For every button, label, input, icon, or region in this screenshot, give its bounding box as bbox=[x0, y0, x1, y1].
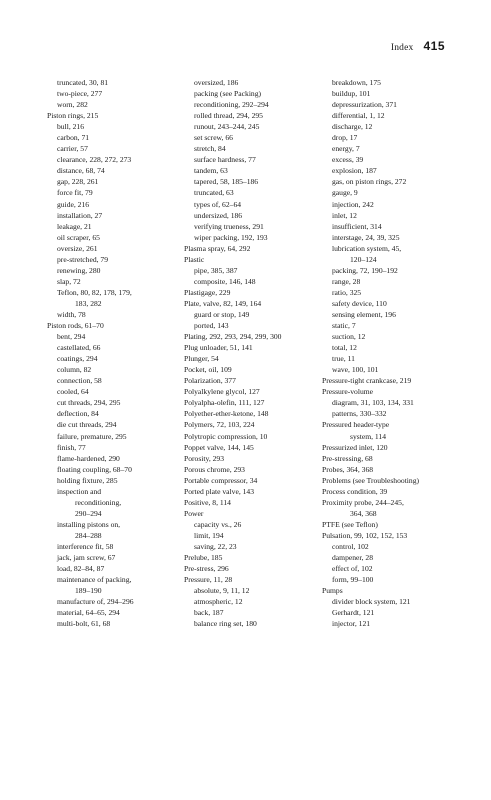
index-subentry: 183, 282 bbox=[75, 298, 102, 308]
index-subentry: die cut threads, 294 bbox=[57, 420, 117, 430]
index-subentry: energy, 7 bbox=[332, 144, 360, 154]
index-subentry: set screw, 66 bbox=[194, 133, 233, 143]
index-entry: Piston rings, 215 bbox=[47, 111, 99, 121]
index-entry: Proximity probe, 244–245, bbox=[322, 497, 404, 507]
index-subentry: multi-bolt, 61, 68 bbox=[57, 619, 111, 629]
index-subentry: injection, 242 bbox=[332, 199, 374, 209]
index-entry: Polyether-ether-ketone, 148 bbox=[184, 409, 269, 419]
index-entry: PTFE (see Teflon) bbox=[322, 519, 378, 529]
index-entry: Plunger, 54 bbox=[184, 354, 219, 364]
index-subentry: range, 28 bbox=[332, 276, 361, 286]
index-column-2 bbox=[184, 77, 324, 629]
index-entry: Polyalpha-olefin, 111, 127 bbox=[184, 398, 265, 408]
index-column-1 bbox=[47, 77, 187, 629]
index-subentry: distance, 68, 74 bbox=[57, 166, 105, 176]
index-subentry: total, 12 bbox=[332, 343, 357, 353]
index-subentry: truncated, 30, 81 bbox=[57, 78, 109, 87]
index-subentry: ratio, 325 bbox=[332, 287, 362, 297]
index-entry: Plating, 292, 293, 294, 299, 300 bbox=[184, 332, 282, 342]
index-entry: Prelube, 185 bbox=[184, 553, 223, 563]
index-subentry: buildup, 101 bbox=[332, 89, 371, 99]
index-subentry: composite, 146, 148 bbox=[194, 276, 256, 286]
index-subentry: runout, 243–244, 245 bbox=[194, 122, 260, 132]
index-subentry: safety device, 110 bbox=[332, 298, 387, 308]
index-subentry: cut threads, 294, 295 bbox=[57, 398, 121, 408]
index-subentry: packing (see Packing) bbox=[194, 89, 262, 99]
index-entry: Pocket, oil, 109 bbox=[184, 365, 232, 375]
index-subentry: drop, 17 bbox=[332, 133, 358, 143]
index-subentry: maintenance of packing, bbox=[57, 575, 132, 585]
index-subentry: gas, on piston rings, 272 bbox=[332, 177, 407, 187]
index-subentry: gauge, 9 bbox=[332, 188, 358, 198]
index-subentry: flame-hardened, 290 bbox=[57, 453, 120, 463]
index-subentry: insufficient, 314 bbox=[332, 221, 382, 231]
index-subentry: renewing, 280 bbox=[57, 265, 101, 275]
index-subentry: explosion, 187 bbox=[332, 166, 377, 176]
index-subentry: 120–124 bbox=[350, 254, 377, 264]
index-subentry: coatings, 294 bbox=[57, 354, 98, 364]
index-entry: Positive, 8, 114 bbox=[184, 497, 231, 507]
index-subentry: guide, 216 bbox=[57, 199, 90, 209]
index-subentry: capacity vs., 26 bbox=[194, 519, 242, 529]
page-header bbox=[391, 39, 445, 53]
index-subentry: deflection, 84 bbox=[57, 409, 99, 419]
index-subentry: bull, 216 bbox=[57, 122, 85, 132]
index-subentry: pre-stretched, 79 bbox=[57, 254, 109, 264]
index-subentry: tandem, 63 bbox=[194, 166, 228, 176]
index-subentry: static, 7 bbox=[332, 321, 356, 331]
index-entry: Pressure-tight crankcase, 219 bbox=[322, 376, 412, 386]
index-subentry: sensing element, 196 bbox=[332, 309, 396, 319]
index-entry: Porous chrome, 293 bbox=[184, 464, 245, 474]
index-subentry: discharge, 12 bbox=[332, 122, 373, 132]
index-subentry: truncated, 63 bbox=[194, 188, 234, 198]
index-entry: Plastigage, 229 bbox=[184, 287, 231, 297]
index-entry: Problems (see Troubleshooting) bbox=[322, 475, 420, 485]
index-subentry: saving, 22, 23 bbox=[194, 541, 237, 551]
index-subentry: rolled thread, 294, 295 bbox=[194, 111, 263, 121]
index-entry: Pressure, 11, 28 bbox=[184, 575, 233, 585]
page-number: 415 bbox=[423, 39, 445, 53]
index-subentry: column, 82 bbox=[57, 365, 92, 375]
index-subentry: connection, 58 bbox=[57, 376, 102, 386]
index-subentry: types of, 62–64 bbox=[194, 199, 242, 209]
index-subentry: 290–294 bbox=[75, 508, 102, 518]
index-subentry: oil scraper, 65 bbox=[57, 232, 100, 242]
index-subentry: reconditioning, 292–294 bbox=[194, 100, 269, 110]
index-subentry: stretch, 84 bbox=[194, 144, 226, 154]
index-entry: Plastic bbox=[184, 254, 205, 264]
index-entry: Polymers, 72, 103, 224 bbox=[184, 420, 255, 430]
index-subentry: lubrication system, 45, bbox=[332, 243, 402, 253]
index-entry: Plug unloader, 51, 141 bbox=[184, 343, 253, 353]
index-subentry: castellated, 66 bbox=[57, 343, 101, 353]
index-subentry: leakage, 21 bbox=[57, 221, 92, 231]
index-subentry: worn, 282 bbox=[57, 100, 88, 110]
index-subentry: cooled, 64 bbox=[57, 387, 89, 397]
index-entry: Pressure-volume bbox=[322, 387, 374, 397]
index-entry: Pulsation, 99, 102, 152, 153 bbox=[322, 530, 408, 540]
index-subentry: dampener, 28 bbox=[332, 553, 374, 563]
index-entry: Portable compressor, 34 bbox=[184, 475, 258, 485]
index-subentry: manufacture of, 294–296 bbox=[57, 597, 134, 607]
index-subentry: undersized, 186 bbox=[194, 210, 243, 220]
index-subentry: force fit, 79 bbox=[57, 188, 93, 198]
index-entry: Polyalkylene glycol, 127 bbox=[184, 387, 260, 397]
index-subentry: Teflon, 80, 82, 178, 179, bbox=[57, 287, 132, 297]
index-subentry: clearance, 228, 272, 273 bbox=[57, 155, 132, 165]
index-subentry: two-piece, 277 bbox=[57, 89, 103, 99]
index-subentry: slap, 72 bbox=[57, 276, 81, 286]
index-subentry: interference fit, 58 bbox=[57, 541, 114, 551]
index-subentry: true, 11 bbox=[332, 354, 355, 364]
index-subentry: patterns, 330–332 bbox=[332, 409, 387, 419]
index-subentry: installing pistons on, bbox=[57, 519, 121, 529]
index-subentry: ported, 143 bbox=[194, 321, 229, 331]
index-entry: Poppet valve, 144, 145 bbox=[184, 442, 254, 452]
index-entry: Pre-stress, 296 bbox=[184, 564, 229, 574]
index-entry: Polytropic compression, 10 bbox=[184, 431, 268, 441]
index-subentry: packing, 72, 190–192 bbox=[332, 265, 398, 275]
index-subentry: holding fixture, 285 bbox=[57, 475, 118, 485]
index-subentry: gap, 228, 261 bbox=[57, 177, 99, 187]
index-subentry: surface hardness, 77 bbox=[194, 155, 256, 165]
index-entry: Pressurized inlet, 120 bbox=[322, 442, 388, 452]
index-subentry: balance ring set, 180 bbox=[194, 619, 257, 629]
index-subentry: bent, 294 bbox=[57, 332, 86, 342]
index-subentry: material, 64–65, 294 bbox=[57, 608, 120, 618]
index-subentry: absolute, 9, 11, 12 bbox=[194, 586, 250, 596]
index-entry: Pressured header-type bbox=[322, 420, 390, 430]
index-entry: Probes, 364, 368 bbox=[322, 464, 374, 474]
index-subentry: divider block system, 121 bbox=[332, 597, 411, 607]
index-subentry: back, 187 bbox=[194, 608, 224, 618]
index-subentry: 189–190 bbox=[75, 586, 102, 596]
index-subentry: oversize, 261 bbox=[57, 243, 98, 253]
index-entry: Plate, valve, 82, 149, 164 bbox=[184, 298, 262, 308]
index-subentry: 284–288 bbox=[75, 530, 102, 540]
index-subentry: breakdown, 175 bbox=[332, 78, 381, 87]
index-subentry: oversized, 186 bbox=[194, 78, 239, 87]
index-entry: Process condition, 39 bbox=[322, 486, 388, 496]
index-subentry: verifying trueness, 291 bbox=[194, 221, 264, 231]
index-subentry: reconditioning, bbox=[75, 497, 122, 507]
index-subentry: effect of, 102 bbox=[332, 564, 373, 574]
index-subentry: carrier, 57 bbox=[57, 144, 88, 154]
index-subentry: failure, premature, 295 bbox=[57, 431, 127, 441]
index-subentry: Gerhardt, 121 bbox=[332, 608, 375, 618]
index-entry: Ported plate valve, 143 bbox=[184, 486, 255, 496]
index-subentry: wave, 100, 101 bbox=[332, 365, 379, 375]
index-subentry: differential, 1, 12 bbox=[332, 111, 385, 121]
index-entry: Polarization, 377 bbox=[184, 376, 236, 386]
index-subentry: load, 82–84, 87 bbox=[57, 564, 105, 574]
index-subentry: tapered, 58, 185–186 bbox=[194, 177, 259, 187]
index-subentry: depressurization, 371 bbox=[332, 100, 397, 110]
index-subentry: jack, jam screw, 67 bbox=[57, 553, 116, 563]
index-subentry: pipe, 385, 387 bbox=[194, 265, 238, 275]
index-subentry: atmospheric, 12 bbox=[194, 597, 243, 607]
index-entry: Power bbox=[184, 508, 204, 518]
index-subentry: guard or stop, 149 bbox=[194, 309, 250, 319]
index-subentry: system, 114 bbox=[350, 431, 386, 441]
index-subentry: limit, 194 bbox=[194, 530, 224, 540]
index-subentry: 364, 368 bbox=[350, 508, 377, 518]
index-subentry: carbon, 71 bbox=[57, 133, 90, 143]
index-column-3 bbox=[322, 77, 462, 629]
index-subentry: wiper packing, 192, 193 bbox=[194, 232, 268, 242]
index-entry: Porosity, 293 bbox=[184, 453, 225, 463]
index-subentry: finish, 77 bbox=[57, 442, 86, 452]
index-subentry: inspection and bbox=[57, 486, 102, 496]
index-subentry: control, 102 bbox=[332, 541, 369, 551]
index-entry: Pumps bbox=[322, 586, 343, 596]
index-subentry: diagram, 31, 103, 134, 331 bbox=[332, 398, 414, 408]
index-subentry: installation, 27 bbox=[57, 210, 103, 220]
index-subentry: excess, 39 bbox=[332, 155, 364, 165]
index-subentry: injector, 121 bbox=[332, 619, 371, 629]
index-entry: Piston rods, 61–70 bbox=[47, 321, 104, 331]
index-subentry: floating coupling, 68–70 bbox=[57, 464, 132, 474]
index-entry: Plasma spray, 64, 292 bbox=[184, 243, 251, 253]
index-subentry: form, 99–100 bbox=[332, 575, 374, 585]
running-head: Index bbox=[390, 43, 414, 53]
index-subentry: interstage, 24, 39, 325 bbox=[332, 232, 400, 242]
index-subentry: width, 78 bbox=[57, 309, 86, 319]
index-entry: Pre-stressing, 68 bbox=[322, 453, 373, 463]
index-subentry: suction, 12 bbox=[332, 332, 366, 342]
index-subentry: inlet, 12 bbox=[332, 210, 357, 220]
